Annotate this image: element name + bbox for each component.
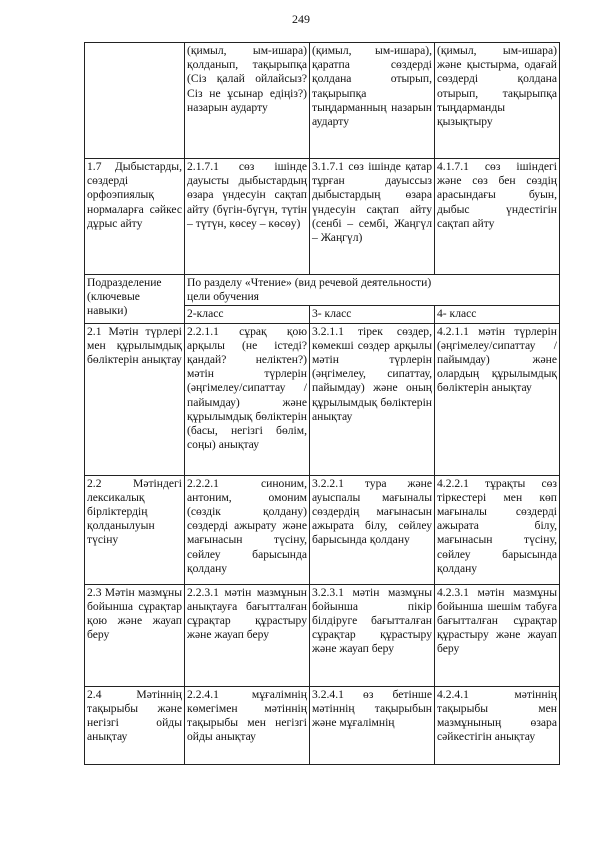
- grade3-goal-cell: 3.2.1.1 тірек сөздер, көмекші сөздер арқылы мәтін түрлерін (әңгімелеу, сипаттау, пайымдау) және оның құрылымдық бөліктерін анықтау: [310, 323, 435, 475]
- table-row: [85, 686, 560, 764]
- subsection-cell: [85, 43, 185, 159]
- section-title-cell: [185, 275, 560, 306]
- subsection-cell: 2.2 Мәтіндегі лексикалық бірліктердің қолданылуын түсіну: [85, 475, 185, 584]
- grade4-goal-cell: 4.1.7.1 сөз ішіндегі және сөз бен сөздің арасындағы буын, дыбыс үндестігін сақтап айту: [435, 159, 560, 275]
- grade2-header: 2-класс: [185, 306, 310, 323]
- curriculum-table: [84, 42, 560, 765]
- subsection-cell: 2.4 Мәтіннің тақырыбы және негізгі ойды анықтау: [85, 686, 185, 764]
- grade3-header: 3- класс: [310, 306, 435, 323]
- subsection-cell: 1.7 Дыбыстарды, сөздерді орфоэпиялық нормаларға сәйкес дұрыс айту: [85, 159, 185, 275]
- grade3-goal-cell: (қимыл, ым-ишара), қаратпа сөздерді қолдана отырып, тақырыпқа тыңдарманның назарын аударту: [310, 43, 435, 159]
- subsection-cell: 2.1 Мәтін түрлері мен құрылымдық бөліктерін анықтау: [85, 323, 185, 475]
- subsection-header-cell: Подразделение (ключевые навыки): [85, 275, 185, 324]
- grade4-goal-cell: 4.2.2.1 тұрақты сөз тіркестері мен көп мағыналы сөздерді ажырата білу, мағынасын түсіну, сөйлеу барысында қолдану: [435, 475, 560, 584]
- grade4-goal-cell: 4.2.4.1 мәтіннің тақырыбы мен мазмұнының өзара сәйкестігін анықтау: [435, 686, 560, 764]
- grade2-goal-cell: 2.2.1.1 сұрақ қою арқылы (не істеді? қандай? неліктен?) мәтін түрлерін (әңгімелеу/сипаттау / пайымдау) және құрылымдық бөліктерін (басы, негізгі бөлім, соңы) анықтау: [185, 323, 310, 475]
- table-row: [85, 584, 560, 686]
- grade4-goal-cell: 4.2.3.1 мәтін мазмұны бойынша шешім табуға бағытталған сұрақтар құрастыру және жауап беру: [435, 584, 560, 686]
- page-number: 249: [292, 12, 310, 26]
- grade2-goal-cell: 2.2.4.1 мұғалімнің көмегімен мәтіннің тақырыбы мен негізгі ойды анықтау: [185, 686, 310, 764]
- grade2-goal-cell: 2.2.3.1 мәтін мазмұнын анықтауға бағытталған сұрақтар құрастыру және жауап беру: [185, 584, 310, 686]
- table-row: [85, 323, 560, 475]
- grade3-goal-cell: 3.2.2.1 тура және ауыспалы мағыналы сөздердің мағынасын ажырата білу, сөйлеу барысында қолдану: [310, 475, 435, 584]
- grade2-goal-cell: (қимыл, ым-ишара) қолданып, тақырыпқа (Сіз қалай ойлайсыз? Сіз не ұсынар едіңіз?) назарын аударту: [185, 43, 310, 159]
- grade4-goal-cell: (қимыл, ым-ишара) және қыстырма, одағай сөздерді қолдана отырып, тақырыпқа тыңдарманды қызықтыру: [435, 43, 560, 159]
- grade4-header: 4- класс: [435, 306, 560, 323]
- grade2-goal-cell: 2.1.7.1 сөз ішінде дауысты дыбыстардың өзара үндесуін сақтап айту (бүгін-бүгүн, түтін – түтүн, көсеу – көсөу): [185, 159, 310, 275]
- grade2-goal-cell: 2.2.2.1 синоним, антоним, омоним (сөздік қолдану) сөздерді ажырату және мағынасын түсіну, сөйлеу барысында қолдану: [185, 475, 310, 584]
- grade3-goal-cell: 3.2.4.1 өз бетінше мәтіннің тақырыбын және мұғалімнің: [310, 686, 435, 764]
- section-title: По разделу «Чтение» (вид речевой деятельности): [187, 276, 432, 289]
- table-row: [85, 159, 560, 275]
- table-row: [85, 43, 560, 159]
- table-row: [85, 475, 560, 584]
- grade3-goal-cell: 3.2.3.1 мәтін мазмұны бойынша пікір білдіруге бағытталған сұрақтар құрастыру және жауап беру: [310, 584, 435, 686]
- grade3-goal-cell: 3.1.7.1 сөз ішінде қатар тұрған дауыссыз дыбыстардың өзара үндесуін сақтап айту (сенбі – сембі, Жаңгүл – Жаңгүл): [310, 159, 435, 275]
- goals-label: цели обучения: [187, 290, 260, 304]
- subsection-cell: 2.3 Мәтін мазмұны бойынша сұрақтар қою және жауап беру: [85, 584, 185, 686]
- grade4-goal-cell: 4.2.1.1 мәтін түрлерін (әңгімелеу/сипаттау / пайымдау) және олардың құрылымдық бөліктерін анықтау: [435, 323, 560, 475]
- section-header-row: [85, 275, 560, 306]
